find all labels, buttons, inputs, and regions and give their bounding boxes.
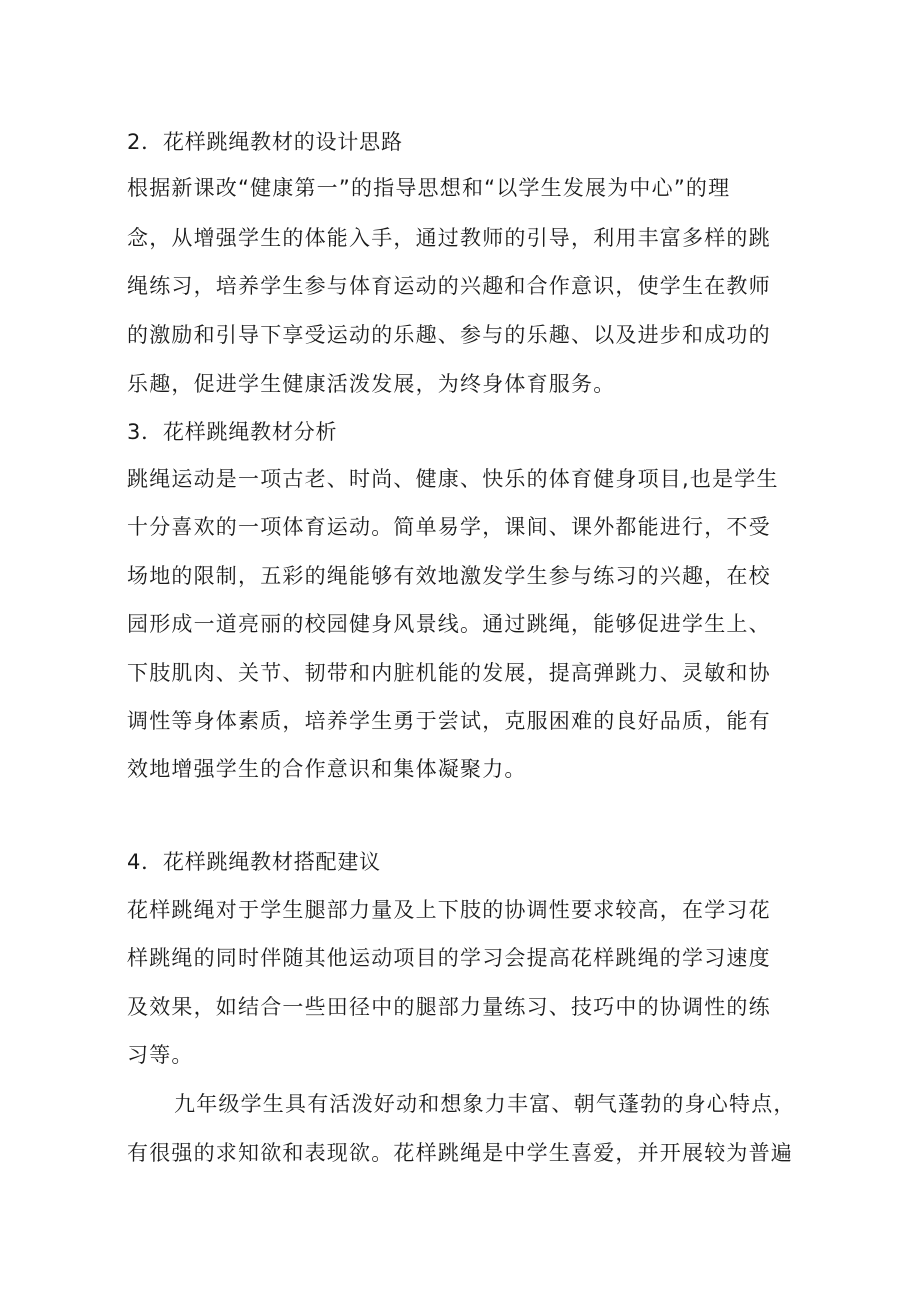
paragraph-line: 效地增强学生的合作意识和集体凝聚力。 <box>127 757 527 781</box>
section-heading-2: 2．花样跳绳教材的设计思路 <box>127 130 403 154</box>
section-heading-3: 3．花样跳绳教材分析 <box>127 420 338 444</box>
paragraph-line: 花样跳绳对于学生腿部力量及上下肢的协调性要求较高，在学习花 <box>127 898 771 922</box>
closing-paragraph-line: 九年级学生具有活泼好动和想象力丰富、朝气蓬勃的身心特点， <box>174 1092 796 1116</box>
paragraph-line: 及效果，如结合一些田径中的腿部力量练习、技巧中的协调性的练 <box>127 995 771 1019</box>
paragraph-line: 场地的限制，五彩的绳能够有效地激发学生参与练习的兴趣，在校 <box>127 564 771 588</box>
paragraph-line: 根据新课改“健康第一”的指导思想和“以学生发展为中心”的理 <box>127 176 731 200</box>
paragraph-line: 十分喜欢的一项体育运动。简单易学，课间、课外都能进行，不受 <box>127 515 771 539</box>
paragraph-line: 园形成一道亮丽的校园健身风景线。通过跳绳，能够促进学生上、 <box>127 612 771 636</box>
paragraph-line: 乐趣，促进学生健康活泼发展，为终身体育服务。 <box>127 372 616 396</box>
paragraph-line: 下肢肌肉、关节、韧带和内脏机能的发展，提高弹跳力、灵敏和协 <box>127 661 771 685</box>
paragraph-line: 绳练习，培养学生参与体育运动的兴趣和合作意识，使学生在教师 <box>127 274 771 298</box>
paragraph-line: 样跳绳的同时伴随其他运动项目的学习会提高花样跳绳的学习速度 <box>127 946 771 970</box>
closing-paragraph-line: 有很强的求知欲和表现欲。花样跳绳是中学生喜爱，并开展较为普遍 <box>127 1141 793 1165</box>
paragraph-line: 习等。 <box>127 1043 194 1067</box>
paragraph-line: 念，从增强学生的体能入手，通过教师的引导，利用丰富多样的跳 <box>127 226 771 250</box>
paragraph-line: 的激励和引导下享受运动的乐趣、参与的乐趣、以及进步和成功的 <box>127 323 771 347</box>
section-heading-4: 4．花样跳绳教材搭配建议 <box>127 850 381 874</box>
paragraph-line: 跳绳运动是一项古老、时尚、健康、快乐的体育健身项目,也是学生 <box>127 467 779 491</box>
paragraph-line: 调性等身体素质，培养学生勇于尝试，克服困难的良好品质，能有 <box>127 709 771 733</box>
